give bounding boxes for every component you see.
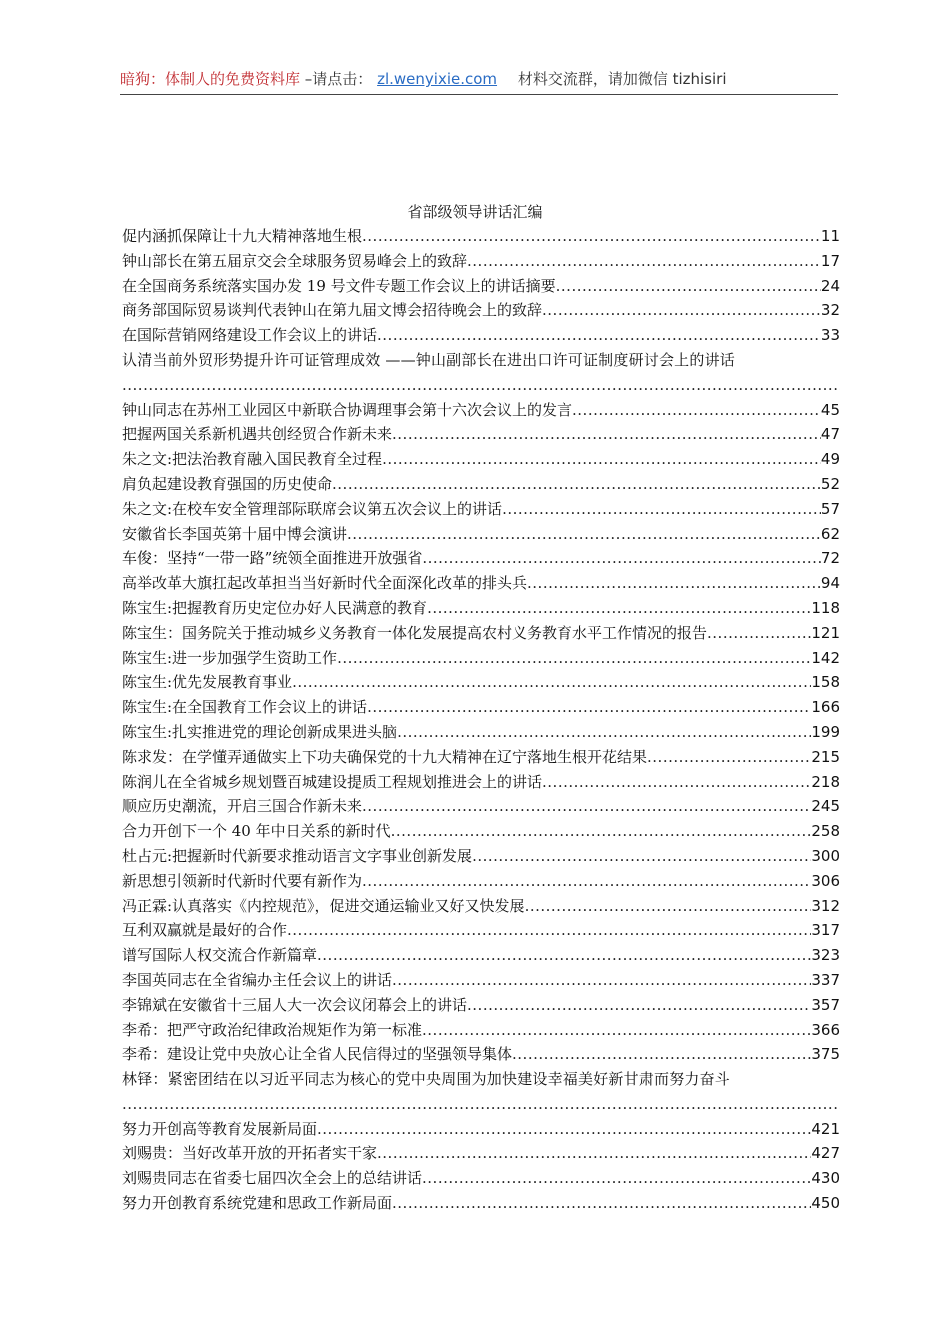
toc-entry-title: 林铎：紧密团结在以习近平同志为核心的党中央周围为加快建设幸福美好新甘肃而努力奋斗 [122, 1070, 731, 1089]
toc-leader [527, 571, 821, 596]
toc-leader [467, 249, 821, 274]
toc-entry[interactable] [122, 274, 840, 299]
toc-entry-page: 323 [811, 946, 840, 965]
toc-leader [422, 546, 821, 571]
toc-entry[interactable] [122, 869, 840, 894]
toc-entry[interactable] [122, 943, 840, 968]
toc-entry-title: 陈宝生:优先发展教育事业 [122, 673, 293, 692]
toc-entry[interactable] [122, 1141, 840, 1166]
toc-leader [422, 1166, 811, 1191]
toc-entry-page: 199 [811, 722, 840, 741]
toc-entry-page: 312 [811, 896, 840, 915]
toc-entry-title: 互利双赢就是最好的合作 [122, 921, 288, 940]
toc-entry-page: 94 [820, 574, 840, 593]
wechat-note: 材料交流群，请加微信 tizhisiri [517, 70, 727, 88]
toc-entry-page: 337 [811, 970, 840, 989]
toc-entry-title: 努力开创高等教育发展新局面 [122, 1119, 318, 1138]
toc-leader [122, 373, 840, 398]
toc-entry-page: 47 [820, 425, 840, 444]
toc-leader [317, 943, 811, 968]
toc-entry-title: 车俊：坚持“一带一路”统领全面推进开放强省 [122, 549, 423, 568]
toc-entry-page: 62 [820, 524, 840, 543]
toc-leader [377, 323, 821, 348]
toc-entry[interactable] [122, 224, 840, 249]
toc-entry-title: 朱之文:在校车安全管理部际联席会议第五次会议上的讲话 [122, 499, 503, 518]
toc-entry[interactable] [122, 323, 840, 348]
toc-entry-page: 57 [820, 499, 840, 518]
toc-leader [392, 1191, 811, 1216]
toc-entry[interactable] [122, 447, 840, 472]
toc-entry-page: 258 [811, 822, 840, 841]
toc-leader [525, 894, 812, 919]
toc-entry-title: 谱写国际人权交流合作新篇章 [122, 946, 318, 965]
toc-entry[interactable] [122, 745, 840, 770]
toc-entry-page: 49 [820, 450, 840, 469]
toc-leader [512, 1042, 811, 1067]
toc-leader [377, 1141, 811, 1166]
toc-entry-title: 陈宝生：国务院关于推动城乡义务教育一体化发展提高农村义务教育水平工作情况的报告 [122, 623, 708, 642]
toc-leader [362, 224, 821, 249]
header-divider [120, 94, 838, 95]
toc-entry-title: 新思想引领新时代新时代要有新作为 [122, 871, 363, 890]
toc-leader [317, 1117, 811, 1142]
toc-leader [292, 670, 811, 695]
toc-entry-page: 430 [811, 1169, 840, 1188]
toc-entry-page: 218 [811, 772, 840, 791]
table-of-contents [122, 224, 840, 1216]
toc-leader [502, 497, 821, 522]
toc-entry[interactable] [122, 522, 840, 547]
toc-entry-title: 合力开创下一个 40 年中日关系的新时代 [122, 822, 391, 841]
toc-entry-page: 17 [820, 251, 840, 270]
toc-entry[interactable] [122, 894, 840, 919]
site-link[interactable]: zl.wenyixie.com [377, 70, 498, 88]
toc-entry-page: 33 [820, 326, 840, 345]
toc-entry-title: 商务部国际贸易谈判代表钟山在第九届文博会招待晚会上的致辞 [122, 301, 543, 320]
toc-entry-page: 142 [811, 648, 840, 667]
toc-entry[interactable] [122, 398, 840, 423]
toc-leader [287, 918, 811, 943]
toc-leader [391, 819, 812, 844]
toc-entry-title: 李锦斌在安徽省十三届人大一次会议闭幕会上的讲话 [122, 995, 468, 1014]
toc-entry-title: 杜占元:把握新时代新要求推动语言文字事业创新发展 [122, 846, 473, 865]
toc-leader [392, 968, 811, 993]
toc-entry[interactable] [122, 819, 840, 844]
document-title: 省部级领导讲话汇编 [407, 203, 543, 221]
toc-leader [422, 1018, 811, 1043]
toc-leader [467, 993, 811, 1018]
toc-leader [362, 869, 811, 894]
toc-entry-title: 陈宝生:把握教育历史定位办好人民满意的教育 [122, 598, 428, 617]
toc-entry-page: 366 [811, 1020, 840, 1039]
toc-entry-title: 陈宝生:扎实推进党的理论创新成果进头脑 [122, 722, 398, 741]
toc-leader [542, 770, 811, 795]
toc-entry-title: 努力开创教育系统党建和思政工作新局面 [122, 1194, 393, 1213]
toc-entry-page: 72 [820, 549, 840, 568]
toc-entry-page: 215 [811, 747, 840, 766]
toc-entry[interactable] [122, 695, 840, 720]
toc-entry[interactable] [122, 1018, 840, 1043]
toc-entry-title: 钟山部长在第五届京交会全球服务贸易峰会上的致辞 [122, 251, 468, 270]
toc-entry-title: 顺应历史潮流，开启三国合作新未来 [122, 797, 363, 816]
toc-leader [332, 472, 821, 497]
toc-entry-title: 高举改革大旗扛起改革担当当好新时代全面深化改革的排头兵 [122, 574, 528, 593]
toc-entry-page: 306 [811, 871, 840, 890]
toc-leader [362, 794, 811, 819]
toc-entry[interactable] [122, 348, 840, 398]
toc-entry-title: 李希：建设让党中央放心让全省人民信得过的坚强领导集体 [122, 1045, 513, 1064]
toc-entry[interactable] [122, 720, 840, 745]
toc-entry-page: 158 [811, 673, 840, 692]
toc-entry-page: 166 [811, 698, 840, 717]
toc-entry-page: 118 [811, 598, 840, 617]
page-header [120, 68, 838, 89]
toc-entry-page: 317 [811, 921, 840, 940]
toc-leader [542, 298, 821, 323]
toc-entry-title: 陈求发：在学懂弄通做实上下功夫确保党的十九大精神在辽宁落地生根开花结果 [122, 747, 648, 766]
toc-leader [572, 398, 821, 423]
toc-leader [392, 422, 821, 447]
toc-leader [122, 1092, 840, 1117]
toc-entry-page: 245 [811, 797, 840, 816]
toc-entry[interactable] [122, 1117, 840, 1142]
click-label: –请点击： [304, 70, 373, 88]
toc-entry[interactable] [122, 794, 840, 819]
toc-entry-title: 肩负起建设教育强国的历史使命 [122, 474, 333, 493]
toc-entry-title: 认清当前外贸形势提升许可证管理成效 ——钟山副部长在进出口许可证制度研讨会上的讲话 [122, 350, 735, 369]
site-label: 暗狗：体制人的免费资料库 [120, 70, 301, 88]
toc-entry-title: 钟山同志在苏州工业园区中新联合协调理事会第十六次会议上的发言 [122, 400, 573, 419]
toc-entry[interactable] [122, 596, 840, 621]
toc-entry-title: 陈宝生:进一步加强学生资助工作 [122, 648, 338, 667]
toc-entry[interactable] [122, 844, 840, 869]
toc-entry-page: 45 [820, 400, 840, 419]
toc-entry-page: 421 [811, 1119, 840, 1138]
toc-entry-page: 427 [811, 1144, 840, 1163]
toc-entry-title: 在国际营销网络建设工作会议上的讲话 [122, 326, 378, 345]
toc-entry-page: 11 [820, 227, 840, 245]
toc-entry-title: 冯正霖:认真落实《内控规范》，促进交通运输业又好又快发展 [122, 896, 525, 915]
toc-leader [647, 745, 811, 770]
toc-entry-page: 24 [820, 276, 840, 295]
toc-entry-title: 安徽省长李国英第十届中博会演讲 [122, 524, 348, 543]
toc-entry-title: 促内涵抓保障让十九大精神落地生根 [122, 227, 363, 245]
toc-entry-title: 李希：把严守政治纪律政治规矩作为第一标准 [122, 1020, 423, 1039]
toc-leader [382, 447, 821, 472]
toc-entry[interactable] [122, 621, 840, 646]
toc-leader [367, 695, 811, 720]
toc-leader [337, 646, 811, 671]
toc-entry[interactable] [122, 497, 840, 522]
toc-entry-title: 刘赐贵：当好改革开放的开拓者实干家 [122, 1144, 378, 1163]
toc-entry-title: 李国英同志在全省编办主任会议上的讲话 [122, 970, 393, 989]
toc-entry-page: 450 [811, 1194, 840, 1213]
toc-entry[interactable] [122, 770, 840, 795]
toc-entry-page: 357 [811, 995, 840, 1014]
toc-leader [707, 621, 811, 646]
toc-entry-title: 陈润儿在全省城乡规划暨百城建设提质工程规划推进会上的讲话 [122, 772, 543, 791]
toc-entry-title: 在全国商务系统落实国办发 19 号文件专题工作会议上的讲话摘要 [122, 276, 556, 295]
toc-entry-page: 375 [811, 1045, 840, 1064]
toc-leader [397, 720, 811, 745]
toc-entry[interactable] [122, 249, 840, 274]
toc-entry[interactable] [122, 472, 840, 497]
toc-leader [472, 844, 811, 869]
toc-entry-title: 把握两国关系新机遇共创经贸合作新未来 [122, 425, 393, 444]
toc-entry[interactable] [122, 918, 840, 943]
toc-leader [347, 522, 821, 547]
toc-entry-page: 300 [811, 846, 840, 865]
toc-entry[interactable] [122, 993, 840, 1018]
toc-leader [556, 274, 821, 299]
toc-entry[interactable] [122, 670, 840, 695]
toc-leader [427, 596, 811, 621]
toc-entry-title: 陈宝生:在全国教育工作会议上的讲话 [122, 698, 368, 717]
toc-entry[interactable] [122, 1191, 840, 1216]
toc-entry-page: 52 [820, 474, 840, 493]
toc-entry[interactable] [122, 571, 840, 596]
toc-entry[interactable] [122, 298, 840, 323]
toc-entry[interactable] [122, 968, 840, 993]
toc-entry[interactable] [122, 1067, 840, 1117]
toc-entry[interactable] [122, 1166, 840, 1191]
toc-entry-page: 121 [811, 623, 840, 642]
toc-entry[interactable] [122, 546, 840, 571]
toc-entry-title: 朱之文:把法治教育融入国民教育全过程 [122, 450, 383, 469]
toc-entry-page: 32 [820, 301, 840, 320]
toc-entry[interactable] [122, 646, 840, 671]
toc-entry-title: 刘赐贵同志在省委七届四次全会上的总结讲话 [122, 1169, 423, 1188]
toc-entry[interactable] [122, 1042, 840, 1067]
toc-entry[interactable] [122, 422, 840, 447]
